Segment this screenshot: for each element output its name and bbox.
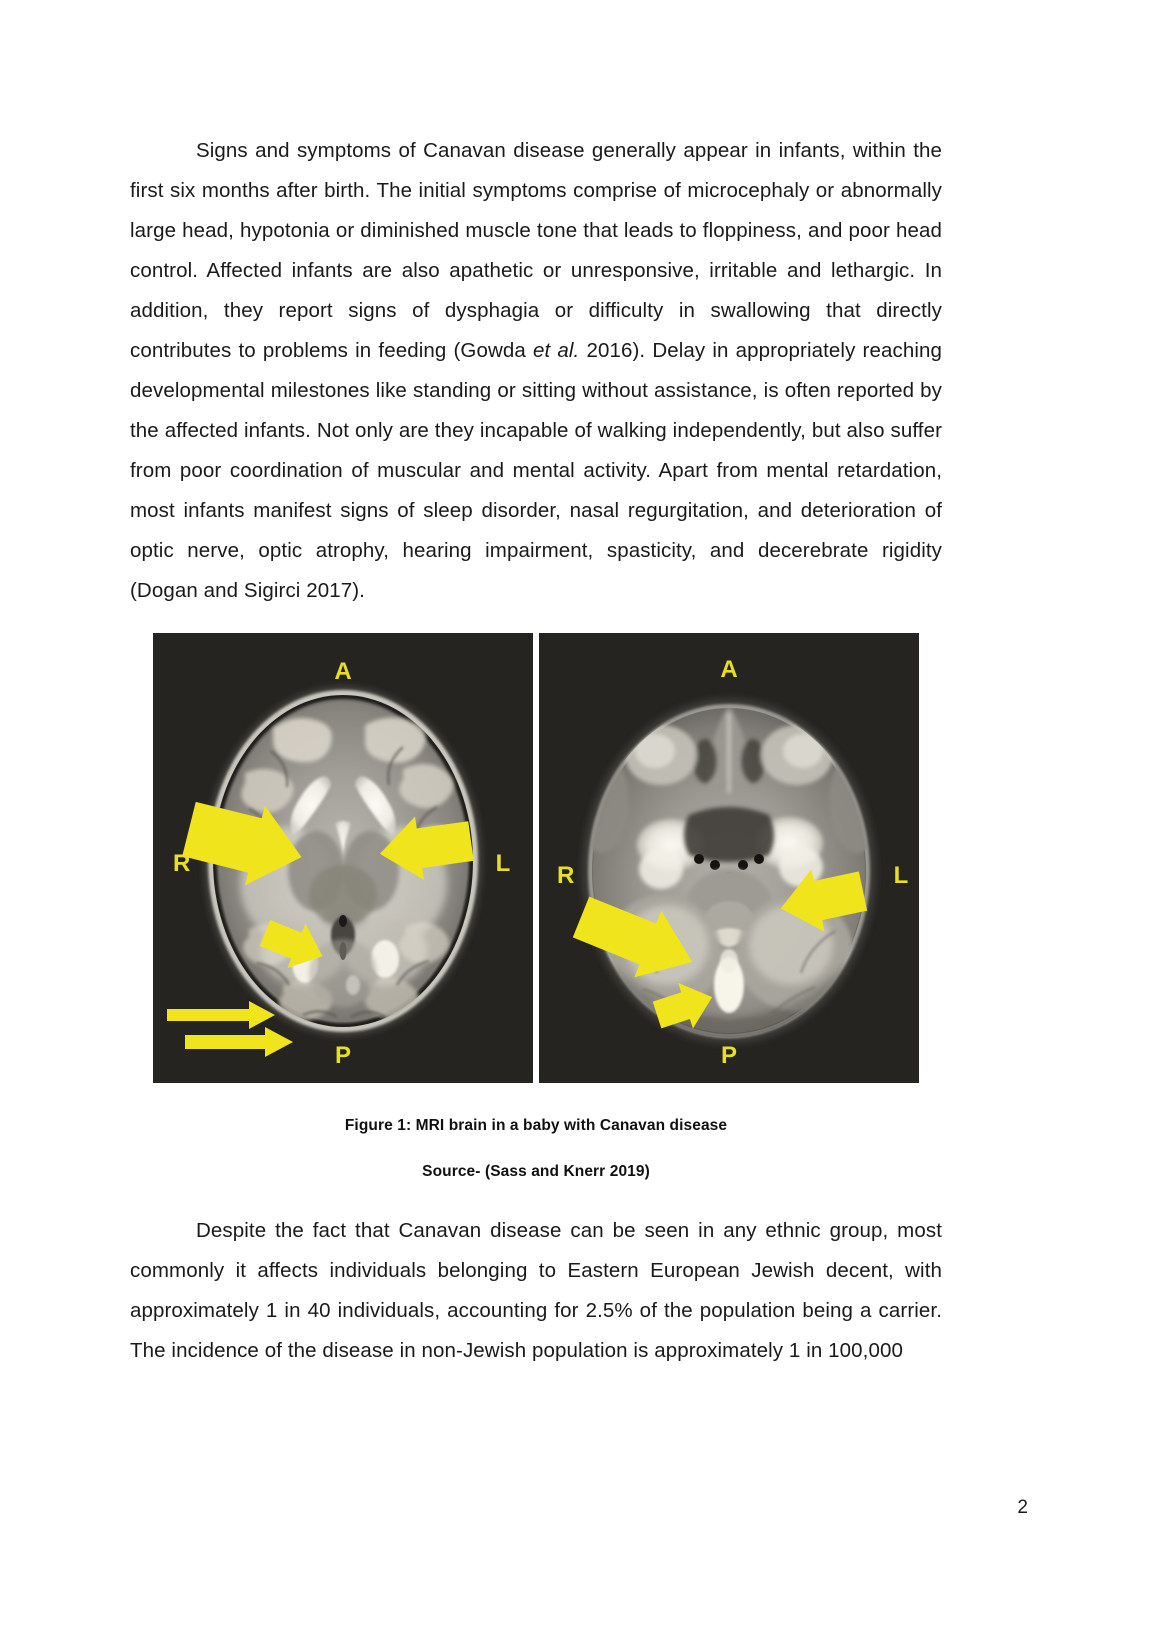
paragraph-1-text-part-2: 2016). Delay in appropriately reaching developmental milestones like standing or sitting without assistance, is often reported by the affected infants. Not only are they incapable of walking independently, but also suffer from poor coordination of muscular and mental activity. Apart from mental retardation, most infants manifest signs of sleep disorder, nasal regurgitation, and deterioration of optic nerve, optic atrophy, hearing impairment, spasticity, and decerebrate rigidity (Dogan and Sigirci 2017). [130,339,942,602]
paragraph-1-italic-citation: et al. [532,339,580,362]
orientation-label-right: R [173,850,191,877]
orientation-label-posterior: P [334,1042,352,1069]
mri-panel-left [153,633,533,1083]
mri-axial-posterior-fossa-image [539,633,919,1083]
body-paragraph-1 [130,0,942,611]
page-content [130,0,942,1371]
orientation-label-left: L [893,862,909,889]
mri-axial-basal-ganglia-image [153,633,533,1083]
orientation-label-left: L [495,850,511,877]
figure-source: Source- (Sass and Knerr 2019) [422,1163,650,1180]
paragraph-1-text-part-1: Signs and symptoms of Canavan disease generally appear in infants, within the first six months after birth. The initial symptoms comprise of microcephaly or abnormally large head, hypotonia or diminished muscle tone that leads to floppiness, and poor head control. Affected infants are also apathetic or unresponsive, irritable and lethargic. In addition, they report signs of dysphagia or difficulty in swallowing that directly contributes to problems in feeding (Gowda [130,139,942,362]
orientation-label-posterior: P [720,1042,738,1069]
page-number: 2 [1017,1497,1028,1518]
figure-1-block [130,633,942,1181]
paragraph-2-text: Despite the fact that Canavan disease can be seen in any ethnic group, most commonly it affects individuals belonging to Eastern European Jewish decent, with approximately 1 in 40 individuals, accounting for 2.5% of the population being a carrier. The incidence of the disease in non-Jewish population is approximately 1 in 100,000 [130,1219,942,1362]
body-paragraph-2 [130,1211,942,1371]
mri-panel-right [539,633,919,1083]
figure-caption: Figure 1: MRI brain in a baby with Canavan disease [344,1117,728,1134]
orientation-label-right: R [557,862,575,889]
orientation-label-anterior: A [334,658,352,685]
orientation-label-anterior: A [720,656,738,683]
mri-image-row [130,633,942,1083]
